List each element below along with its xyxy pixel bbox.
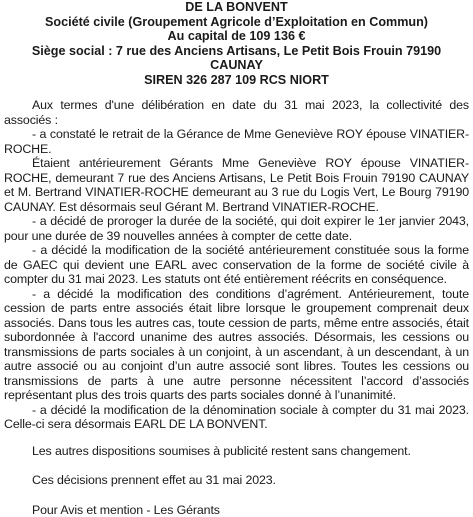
registered-office: Siège social : 7 rue des Anciens Artisans, Le Petit Bois Frouin 79190 [4, 44, 469, 59]
paragraph-manager-withdrawal: - a constaté le retrait de la Gérance de Mme Geneviève ROY épouse VINATIER-ROCHE. [4, 127, 469, 156]
paragraph-duration-extension: - a décidé de proroger la durée de la société, qui doit expirer le 1er janvier 2043, pour une durée de 39 nouvelles années à compter de cette date. [4, 214, 469, 243]
paragraph-former-managers: Étaient antérieurement Gérants Mme Geneviève ROY épouse VINATIER-ROCHE, demeurant 7 rue des Anciens Artisans, Le Petit Bois Frouin 79190 CAUNAY et M. Bertrand VINATIER-ROCHE demeurant au 3 rue du Logis Vert, Le Bourg 79190 CAUNAY. Est désormais seul Gérant M. Bertrand VINATIER-ROCHE. [4, 156, 469, 214]
notice-header [4, 0, 469, 87]
signature-line: Pour Avis et mention - Les Gérants [4, 503, 469, 517]
notice-body [4, 98, 469, 517]
paragraph-intro: Aux termes d'une délibération en date du 31 mai 2023, la collectivité des associés : [4, 98, 469, 127]
paragraph-form-change: - a décidé la modification de la société antérieurement constituée sous la forme de GAEC qui devient une EARL avec conservation de la forme de société civile à compter du 31 mai 2023. Les statuts ont été entièrement réécrits en conséquence. [4, 243, 469, 287]
paragraph-name-change: - a décidé la modification de la dénomination sociale à compter du 31 mai 2023. Celle-ci sera désormais EARL DE LA BONVENT. [4, 403, 469, 432]
registered-city: CAUNAY [4, 58, 469, 73]
company-form: Société civile (Groupement Agricole d’Exploitation en Commun) [4, 15, 469, 30]
paragraph-approval-conditions: - a décidé la modification des conditions d’agrément. Antérieurement, toute cession de parts entre associés était libre lorsque le groupement comprenait deux associés. Dans tous les autres cas, toute cession de parts, même entre associés, était subordonnée à l'accord unanime des autres associés. Désormais, les cessions ou transmissions de parts sociales à un conjoint, à un ascendant, à un descendant, à un autre associé ou au conjoint d’un autre associé sont libres. Toutes les cessions ou transmissions de parts à une autre personne nécessitent l’accord d’associés représentant plus des trois quarts des parts sociales donné à l’unanimité. [4, 287, 469, 403]
company-name: DE LA BONVENT [4, 0, 469, 15]
paragraph-other-provisions: Les autres dispositions soumises à publicité restent sans changement. [4, 444, 469, 459]
paragraph-effective-date: Ces décisions prennent effet au 31 mai 2023. [4, 473, 469, 488]
siren-number: SIREN 326 287 109 RCS NIORT [4, 73, 469, 88]
company-capital: Au capital de 109 136 € [4, 29, 469, 44]
